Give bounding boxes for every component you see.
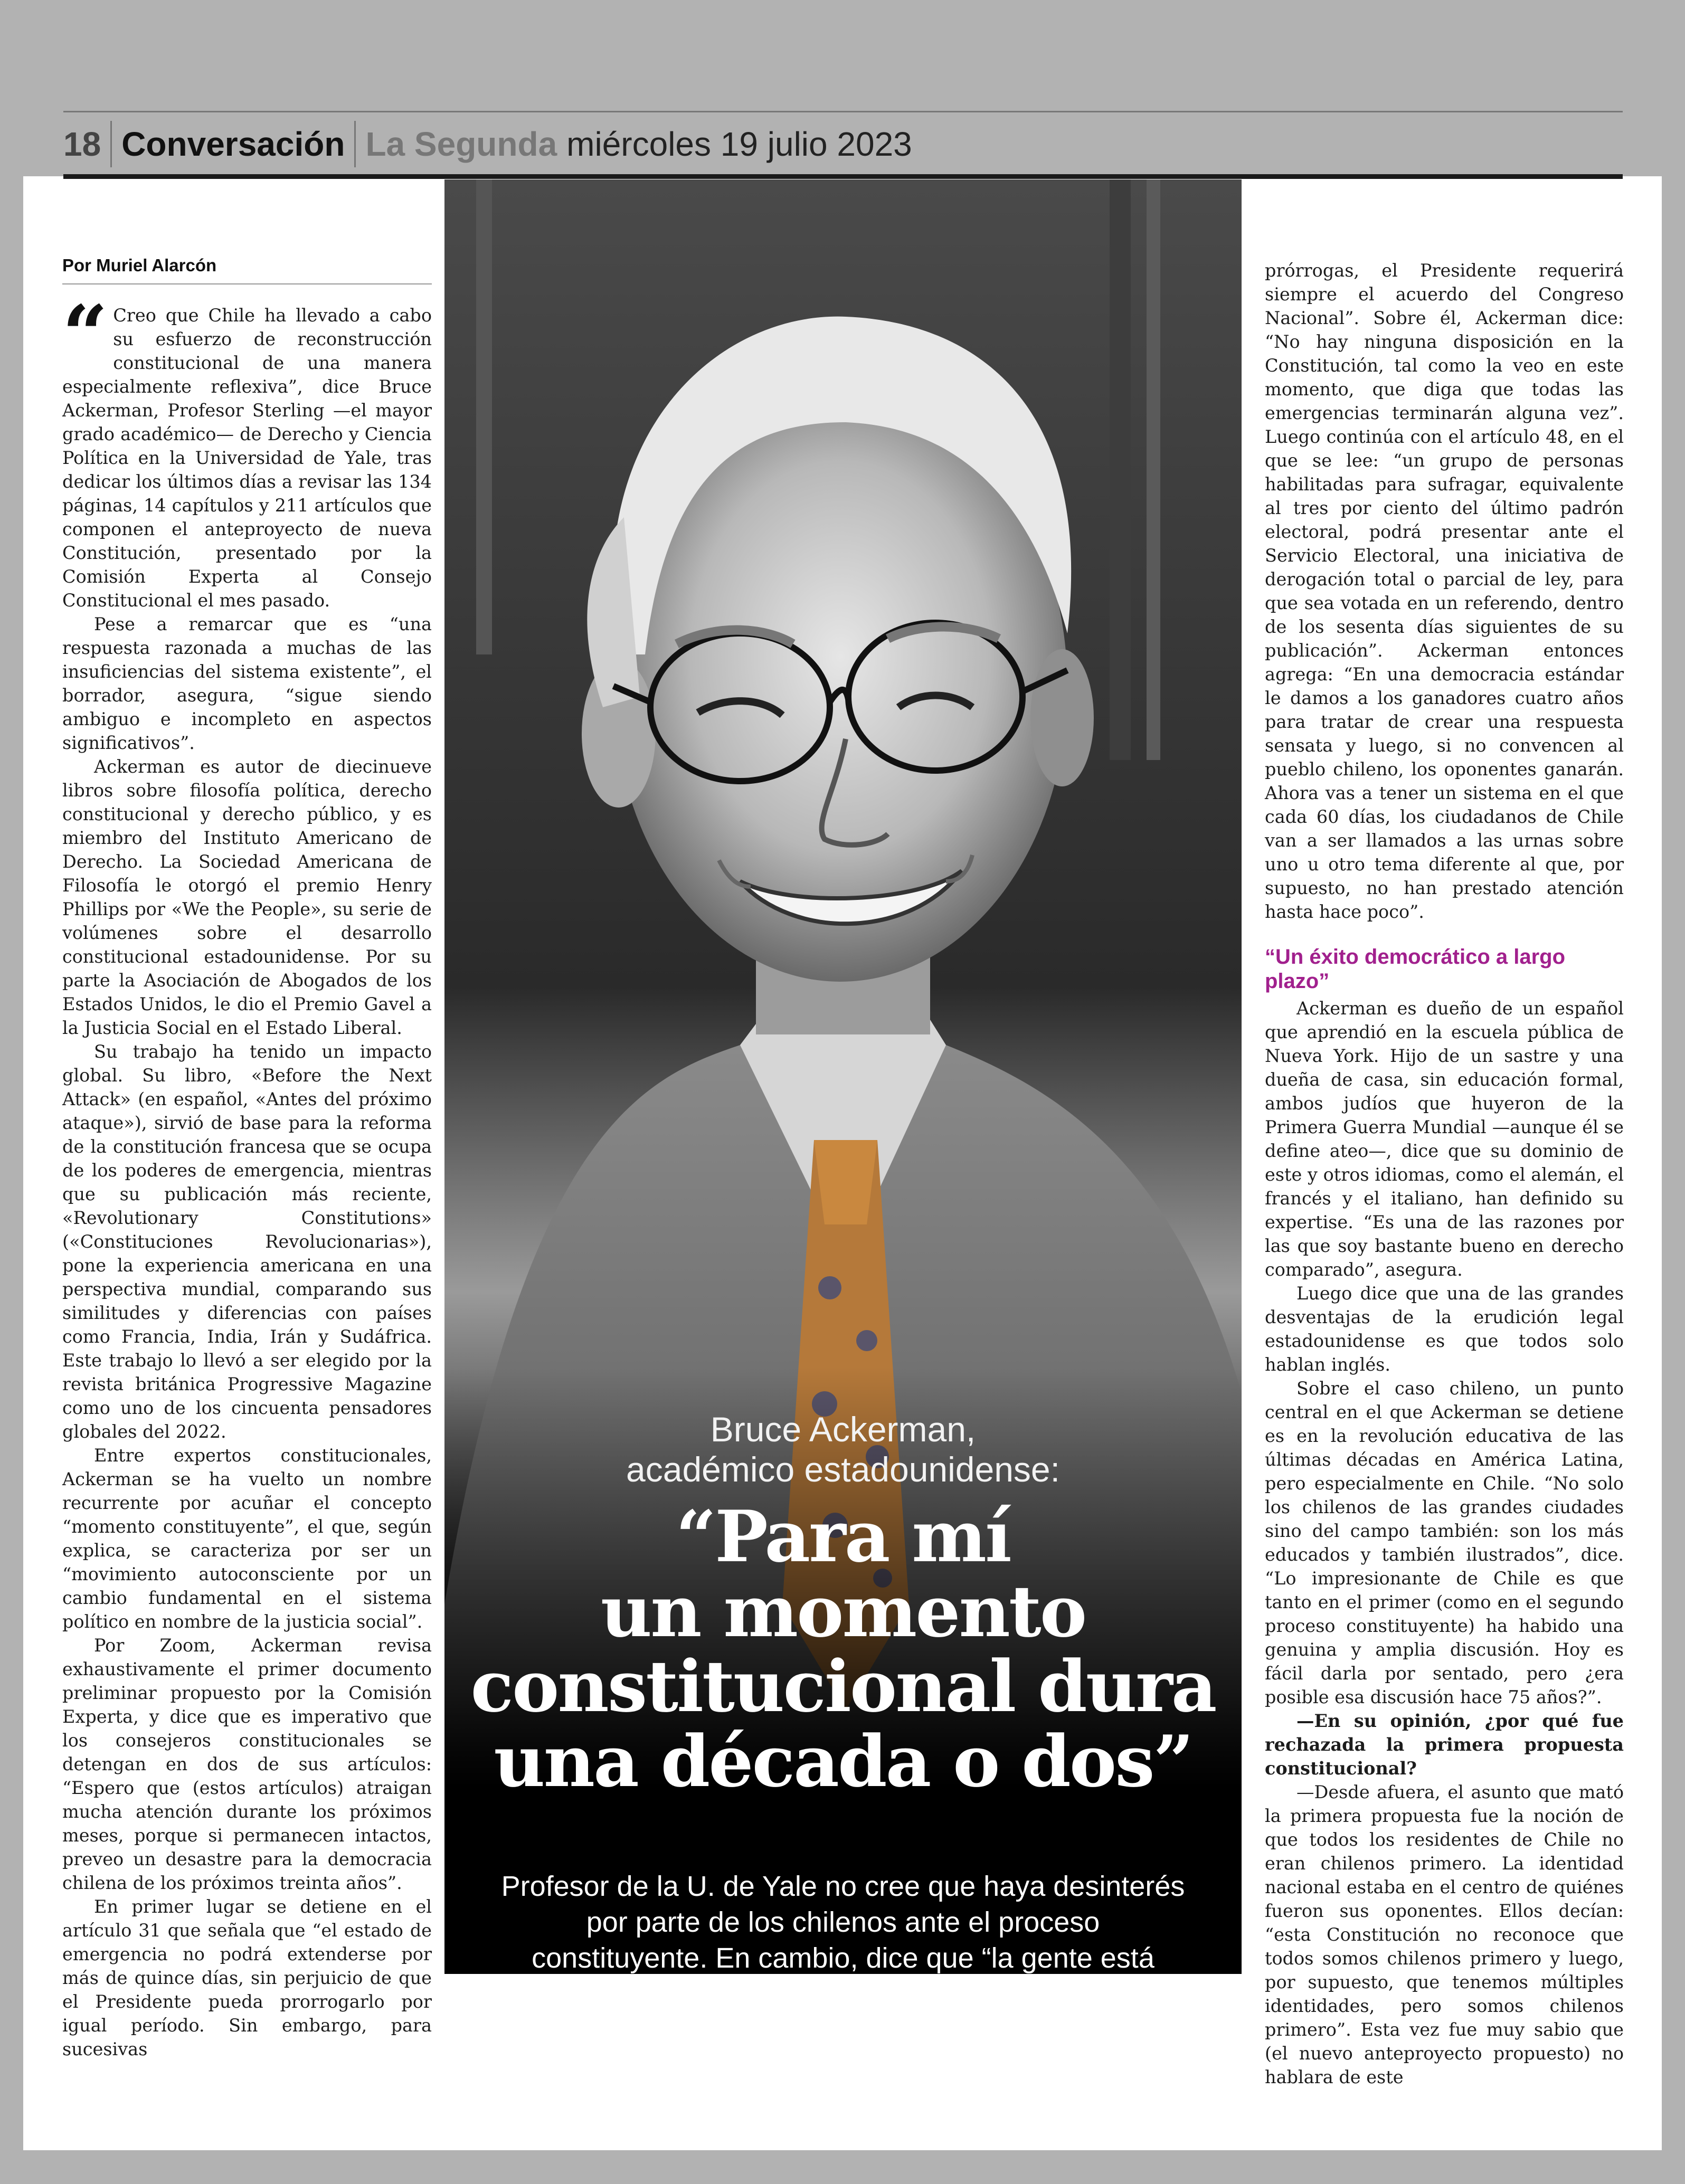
article-paragraph: prórrogas, el Presidente requerirá siempre el acuerdo del Congreso Nacional”. Sobre él, Ackerman dice: “No hay ninguna disposición en la Constitución, tal como la veo en este momento, que diga que todas las emergencias terminarán alguna vez”. Luego continúa con el artículo 48, en el que se lee: “un grupo de personas habilitadas para sufragar, equivalente al tres por ciento del último padrón electoral, podrá presentar ante el Servicio Electoral, una iniciativa de derogación total o parcial de ley, para que sea votada en un referendo, dentro de los sesenta días siguientes de su publicación”. Ackerman entonces agrega: “En una democracia estándar le damos a los ganadores cuatro años para tratar de crear una respuesta sensata y luego, si no convencen al pueblo chileno, los oponentes ganarán. Ahora vas a tener un sistema en el que cada 60 días, los ciudadanos de Chile van a ser llamados a las urnas sobre uno u otro tema diferente al que, por supuesto, no han prestado atención hasta hace poco”. [1265, 260, 1624, 922]
kicker-line: académico estadounidense: [626, 1450, 1060, 1489]
interview-question: —En su opinión, ¿por qué fue rechazada la primera propuesta constitucional? [1265, 1711, 1624, 1779]
article-paragraph: Su trabajo ha tenido un impacto global. Su libro, «Before the Next Attack» (en español, «Antes del próximo ataque»), sirvió de base para la reforma de la constitución francesa que se ocupa de los poderes de emergencia, mientras que su publicación más reciente, «Revolutionary Constitutions» («Constituciones Revolucionarias»), pone la experiencia americana en una perspectiva mundial, comparando sus similitudes y diferencias con países como Francia, India, Irán y Sudáfrica. Este trabajo lo llevó a ser elegido por la revista británica Progressive Magazine como uno de los cincuenta pensadores globales del 2022. [62, 1041, 432, 1442]
portrait-photo [444, 179, 1242, 2046]
article-paragraph: Ackerman es autor de diecinueve libros sobre filosofía política, derecho constitucional y derecho público, y es miembro del Instituto Americano de Derecho. La Sociedad Americana de Filosofía le otorgó el premio Henry Phillips por «We the People», su serie de volúmenes sobre el desarrollo constitucional estadounidense. Por su parte la Asociación de Abogados de los Estados Unidos, le dio el Premio Gavel a la Justicia Social en el Estado Liberal. [62, 756, 432, 1038]
dek-summary: Profesor de la U. de Yale no cree que haya desinterés por parte de los chilenos ante el proceso constituyente. En cambio, dice que “la gente está mejor educada, está menos subordinada que antes, es más libre”. [501, 1870, 1185, 2046]
article-paragraph: En primer lugar se detiene en el artículo 31 que señala que “el estado de emergencia no podrá extenderse por más de quince días, sin perjuicio de que el Presidente pueda prorrogarlo por igual período. Sin embargo, para sucesivas [62, 1896, 432, 2059]
headline-line: constitucional dura [470, 1645, 1216, 1728]
publication-name: La Segunda [365, 125, 557, 163]
article-column-left [62, 253, 432, 2061]
page-number: 18 [63, 125, 101, 163]
article-paragraph: Sobre el caso chileno, un punto central en el que Ackerman se detiene es en la revolución educativa de las últimas décadas en América Latina, pero especialmente en Chile. “No solo los chilenos de las grandes ciudades sino del campo también: son los más educados y también ilustrados”, dice. “Lo impresionante de Chile es que tanto en el primer (como en el segundo proceso constituyente) ha habido una genuina y amplia discusión. Hoy es fácil darla por sentado, pero ¿era posible esa discusión hace 75 años?”. [1265, 1378, 1624, 1707]
headline-line: “Para mí [676, 1495, 1010, 1578]
article-column-right [1265, 259, 1624, 2089]
opening-quote-icon: “ [62, 288, 108, 381]
byline: Por Muriel Alarcón [62, 253, 432, 284]
article-paragraph: Pese a remarcar que es “una respuesta razonada a muchas de las insuficiencias del sistema existente”, el borrador, asegura, “sigue siendo ambiguo e incompleto en aspectos significativos”. [62, 614, 432, 753]
headline-line: un momento [600, 1570, 1086, 1653]
issue-date: miércoles 19 julio 2023 [566, 125, 912, 163]
headline-kicker [444, 1409, 1242, 1489]
headline-line: una década o dos” [494, 1720, 1192, 1803]
article-paragraph: —Desde afuera, el asunto que mató la primera propuesta fue la noción de que todos los residentes de Chile no eran chilenos primero. La identidad nacional estaba en el centro de quiénes fueron sus oponentes. Ellos decían: “esta Constitución no reconoce que todos somos chilenos primero y luego, por supuesto, que tenemos múltiples identidades, pero somos chilenos primero”. Esta vez fue muy sabio que (el nuevo anteproyecto propuesto) no hablara de este [1265, 1782, 1624, 2087]
article-paragraph: Luego dice que una de las grandes desventajas de la erudición legal estadounidense es que todos solo hablan inglés. [1265, 1283, 1624, 1375]
article-paragraph [62, 288, 432, 612]
article-paragraph: Por Zoom, Ackerman revisa exhaustivamente el primer documento preliminar propuesto por la Comisión Experta, y dice que es imperativo que los consejeros constitucionales se detengan en dos de sus artículos: “Espero que (estos artículos) atraigan mucha atención durante los próximos meses, porque si permanecen intactos, preveo un desastre para la democracia chilena de los próximos treinta años”. [62, 1635, 432, 1893]
section-subhead: “Un éxito democrático a largo plazo” [1265, 945, 1566, 993]
article-paragraph: Entre expertos constitucionales, Ackerman se ha vuelto un nombre recurrente por acuñar el concepto “momento constituyente”, el que, según explica, se caracteriza por ser un “movimiento autoconsciente por un cambio fundamental en el sistema político en nombre de la justicia social”. [62, 1445, 432, 1632]
headline [444, 1495, 1242, 1803]
masthead-rule [63, 174, 1623, 179]
section-name: Conversación [121, 125, 345, 163]
kicker-line: Bruce Ackerman, [710, 1410, 976, 1449]
article-paragraph: Ackerman es dueño de un español que aprendió en la escuela pública de Nueva York. Hijo de un sastre y una dueña de casa, sin educación formal, ambos judíos que huyeron de la Primera Guerra Mundial —aunque él se define ateo—, dice que su dominio de este y otros idiomas, como el alemán, el francés y el italiano, han definido su expertise. “Es una de las razones por las que soy bastante bueno en derecho comparado”, asegura. [1265, 998, 1624, 1280]
masthead [63, 111, 1623, 176]
paragraph-text: Creo que Chile ha llevado a cabo su esfuerzo de reconstrucción constitucional de una manera especialmente reflexiva”, dice Bruce Ackerman, Profesor Sterling —el mayor grado académico— de Derecho y Ciencia Política en la Universidad de Yale, tras dedicar los últimos días a revisar las 134 páginas, 14 capítulos y 211 artículos que componen el anteproyecto de nueva Constitución, presentado por la Comisión Experta al Consejo Constitucional el mes pasado. [62, 305, 432, 611]
masthead-divider [354, 121, 356, 167]
masthead-divider [110, 121, 112, 167]
